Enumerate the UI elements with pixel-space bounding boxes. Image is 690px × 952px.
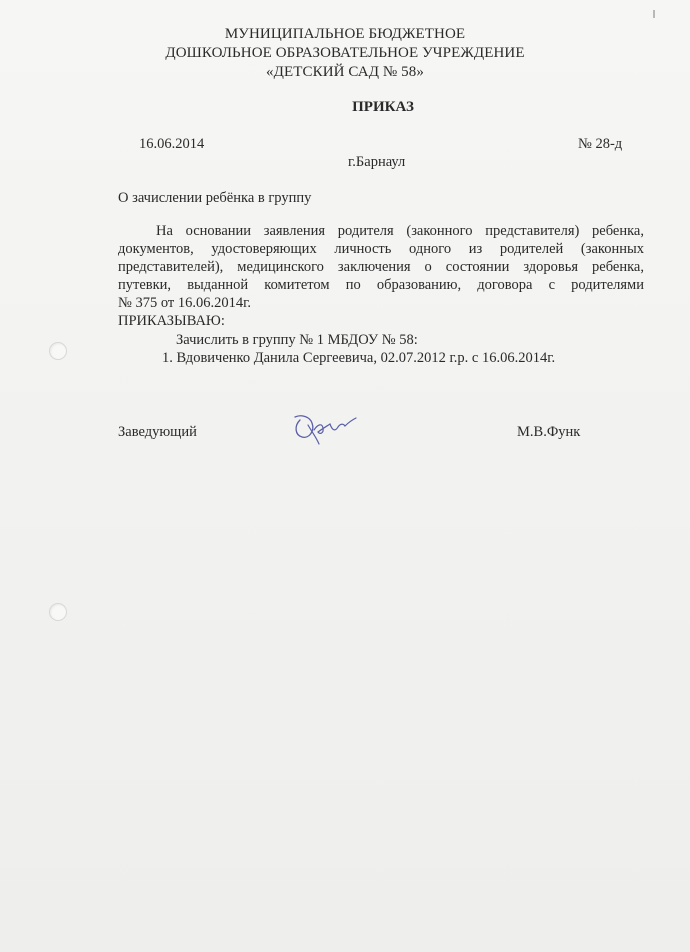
order-word: ПРИКАЗЫВАЮ: — [118, 313, 225, 329]
document-title: ПРИКАЗ — [352, 99, 414, 115]
body-line-4: путевки, выданной комитетом по образованию, договора с родителями — [118, 277, 644, 293]
body-line-3: представителей), медицинского заключения о состоянии здоровья ребенка, — [118, 259, 644, 275]
document-subject: О зачислении ребёнка в группу — [118, 190, 312, 206]
org-line-1: МУНИЦИПАЛЬНОЕ БЮДЖЕТНОЕ — [224, 26, 466, 42]
signatory-name: М.В.Функ — [517, 424, 581, 440]
document-number: № 28-д — [578, 136, 623, 152]
signatory-position: Заведующий — [118, 424, 197, 440]
body-line-2: документов, удостоверяющих личность одного из родителей (законных — [118, 241, 644, 257]
enroll-instruction: Зачислить в группу № 1 МБДОУ № 58: — [176, 332, 418, 348]
punch-hole-top — [49, 342, 67, 360]
document-city: г.Барнаул — [348, 154, 406, 170]
scan-mark — [653, 10, 655, 18]
document-date: 16.06.2014 — [139, 136, 205, 152]
signature — [286, 404, 362, 450]
org-line-3: «ДЕТСКИЙ САД № 58» — [266, 64, 424, 80]
punch-hole-bottom — [49, 603, 67, 621]
org-line-2: ДОШКОЛЬНОЕ ОБРАЗОВАТЕЛЬНОЕ УЧРЕЖДЕНИЕ — [165, 45, 525, 61]
body-line-5: № 375 от 16.06.2014г. — [118, 295, 252, 311]
enrollee-item: 1. Вдовиченко Данила Сергеевича, 02.07.2012 г.р. с 16.06.2014г. — [162, 350, 556, 366]
body-line-1: На основании заявления родителя (законного представителя) ребенка, — [156, 223, 644, 239]
